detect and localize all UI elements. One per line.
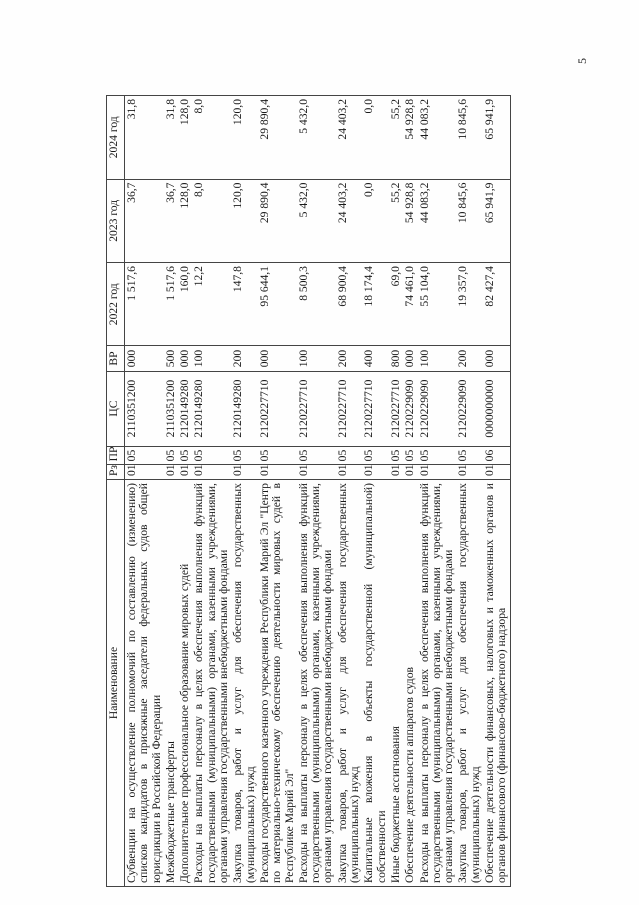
header-name: Наименование — [107, 480, 125, 887]
row-2023-cell: 24 403,2 — [336, 179, 363, 262]
row-2024-cell: 0,0 — [362, 96, 389, 180]
row-name-cell: Капитальные вложения в объекты государственной (муниципальной) собственности — [362, 480, 389, 887]
row-pr-cell: 06 — [483, 446, 510, 465]
row-pr-cell: 05 — [456, 446, 483, 465]
row-2023-cell: 65 941,9 — [483, 179, 510, 262]
row-2022-cell: 1 517,6 — [125, 263, 164, 346]
header-2024: 2024 год — [107, 96, 125, 180]
row-vr-cell: 200 — [231, 346, 258, 371]
row-pr-cell: 05 — [125, 446, 164, 465]
table-row — [178, 96, 192, 887]
row-name-cell: Расходы на выплаты персоналу в целях обеспечения выполнения функций государственными (муниципальными) органами, казенными учреждениями, органами управления государственными внебюджетными фондами — [297, 480, 336, 887]
row-cs-cell: 2110351200 — [125, 371, 164, 446]
row-rz-cell: 01 — [456, 465, 483, 480]
table-row — [403, 96, 417, 887]
row-cs-cell: 2120229090 — [456, 371, 483, 446]
row-name-cell: Иные бюджетные ассигнования — [389, 480, 403, 887]
row-name-cell: Обеспечение деятельности финансовых, налоговых и таможенных органов и органов финансового (финансово-бюджетного) надзора — [483, 480, 510, 887]
row-2024-cell: 10 845,6 — [456, 96, 483, 180]
row-cs-cell: 2120227710 — [297, 371, 336, 446]
row-2023-cell: 10 845,6 — [456, 179, 483, 262]
table-row — [483, 96, 510, 887]
header-pr: ПР — [107, 446, 125, 465]
row-rz-cell: 01 — [231, 465, 258, 480]
table-body — [125, 96, 511, 887]
row-cs-cell: 2120227710 — [258, 371, 297, 446]
row-pr-cell: 05 — [336, 446, 363, 465]
row-rz-cell: 01 — [178, 465, 192, 480]
row-name-cell: Закупка товаров, работ и услуг для обеспечения государственных (муниципальных) нужд — [456, 480, 483, 887]
row-vr-cell: 000 — [125, 346, 164, 371]
row-2022-cell: 8 500,3 — [297, 263, 336, 346]
row-name-cell: Расходы на выплаты персоналу в целях обеспечения выполнения функций государственными (муниципальными) органами, казенными учреждениями, органами управления государственными внебюджетными фондами — [192, 480, 231, 887]
row-pr-cell: 05 — [164, 446, 178, 465]
row-vr-cell: 100 — [418, 346, 457, 371]
row-vr-cell: 500 — [164, 346, 178, 371]
table-row — [164, 96, 178, 887]
row-2023-cell: 120,0 — [231, 179, 258, 262]
row-pr-cell: 05 — [418, 446, 457, 465]
table-row — [389, 96, 403, 887]
row-vr-cell: 000 — [483, 346, 510, 371]
row-cs-cell: 2110351200 — [164, 371, 178, 446]
row-2022-cell: 55 104,0 — [418, 263, 457, 346]
row-rz-cell: 01 — [297, 465, 336, 480]
header-rz: Рз — [107, 465, 125, 480]
row-2022-cell: 68 900,4 — [336, 263, 363, 346]
row-vr-cell: 100 — [192, 346, 231, 371]
row-2023-cell: 54 928,8 — [403, 179, 417, 262]
row-rz-cell: 01 — [418, 465, 457, 480]
row-2024-cell: 24 403,2 — [336, 96, 363, 180]
row-2024-cell: 128,0 — [178, 96, 192, 180]
table-row — [456, 96, 483, 887]
row-cs-cell: 2120149280 — [231, 371, 258, 446]
row-pr-cell: 05 — [403, 446, 417, 465]
table-row — [192, 96, 231, 887]
row-rz-cell: 01 — [483, 465, 510, 480]
row-rz-cell: 01 — [403, 465, 417, 480]
row-2023-cell: 128,0 — [178, 179, 192, 262]
row-2024-cell: 65 941,9 — [483, 96, 510, 180]
row-rz-cell: 01 — [164, 465, 178, 480]
row-2022-cell: 1 517,6 — [164, 263, 178, 346]
row-2022-cell: 147,8 — [231, 263, 258, 346]
row-2024-cell: 31,8 — [125, 96, 164, 180]
header-2023: 2023 год — [107, 179, 125, 262]
row-2022-cell: 69,0 — [389, 263, 403, 346]
row-cs-cell: 2120227710 — [362, 371, 389, 446]
row-2023-cell: 29 890,4 — [258, 179, 297, 262]
row-2022-cell: 19 357,0 — [456, 263, 483, 346]
row-cs-cell: 2120227710 — [336, 371, 363, 446]
row-2022-cell: 95 644,1 — [258, 263, 297, 346]
header-vr: ВР — [107, 346, 125, 371]
header-2022: 2022 год — [107, 263, 125, 346]
row-pr-cell: 05 — [389, 446, 403, 465]
header-cs: ЦС — [107, 371, 125, 446]
row-rz-cell: 01 — [389, 465, 403, 480]
row-rz-cell: 01 — [192, 465, 231, 480]
row-2023-cell: 55,2 — [389, 179, 403, 262]
row-name-cell: Обеспечение деятельности аппаратов судов — [403, 480, 417, 887]
budget-table-sheet — [106, 95, 590, 887]
row-vr-cell: 000 — [258, 346, 297, 371]
row-cs-cell: 2120149280 — [192, 371, 231, 446]
row-2023-cell: 36,7 — [125, 179, 164, 262]
row-pr-cell: 05 — [297, 446, 336, 465]
row-2024-cell: 55,2 — [389, 96, 403, 180]
row-2024-cell: 5 432,0 — [297, 96, 336, 180]
row-2023-cell: 5 432,0 — [297, 179, 336, 262]
row-cs-cell: 2120227710 — [389, 371, 403, 446]
table-header-row — [107, 96, 125, 887]
row-2024-cell: 31,8 — [164, 96, 178, 180]
table-row — [125, 96, 164, 887]
row-vr-cell: 100 — [297, 346, 336, 371]
row-2022-cell: 12,2 — [192, 263, 231, 346]
row-name-cell: Расходы на выплаты персоналу в целях обеспечения выполнения функций государственными (муниципальными) органами, казенными учреждениями, органами управления государственными внебюджетными фондами — [418, 480, 457, 887]
row-cs-cell: 0000000000 — [483, 371, 510, 446]
row-vr-cell: 000 — [403, 346, 417, 371]
row-pr-cell: 05 — [192, 446, 231, 465]
row-2024-cell: 120,0 — [231, 96, 258, 180]
row-2023-cell: 44 083,2 — [418, 179, 457, 262]
row-name-cell: Закупка товаров, работ и услуг для обеспечения государственных (муниципальных) нужд — [336, 480, 363, 887]
row-2023-cell: 8,0 — [192, 179, 231, 262]
row-pr-cell: 05 — [178, 446, 192, 465]
row-vr-cell: 000 — [178, 346, 192, 371]
table-row — [336, 96, 363, 887]
row-2024-cell: 29 890,4 — [258, 96, 297, 180]
row-rz-cell: 01 — [258, 465, 297, 480]
row-pr-cell: 05 — [362, 446, 389, 465]
page-number: 5 — [575, 58, 589, 64]
row-2024-cell: 8,0 — [192, 96, 231, 180]
row-vr-cell: 200 — [336, 346, 363, 371]
row-2022-cell: 160,0 — [178, 263, 192, 346]
row-vr-cell: 200 — [456, 346, 483, 371]
row-rz-cell: 01 — [336, 465, 363, 480]
row-2023-cell: 0,0 — [362, 179, 389, 262]
row-2022-cell: 74 461,0 — [403, 263, 417, 346]
row-vr-cell: 400 — [362, 346, 389, 371]
row-2024-cell: 54 928,8 — [403, 96, 417, 180]
row-name-cell: Субвенции на осуществление полномочий по составлению (изменению) списков кандидатов в присяжные заседатели федеральных судов общей юрисдикции в Российской Федерации — [125, 480, 164, 887]
row-rz-cell: 01 — [125, 465, 164, 480]
budget-table — [106, 95, 511, 887]
row-cs-cell: 2120229090 — [403, 371, 417, 446]
row-cs-cell: 2120149280 — [178, 371, 192, 446]
row-2022-cell: 82 427,4 — [483, 263, 510, 346]
row-rz-cell: 01 — [362, 465, 389, 480]
row-2024-cell: 44 083,2 — [418, 96, 457, 180]
row-pr-cell: 05 — [231, 446, 258, 465]
row-2022-cell: 18 174,4 — [362, 263, 389, 346]
row-pr-cell: 05 — [258, 446, 297, 465]
table-row — [258, 96, 297, 887]
row-name-cell: Расходы государственного казенного учреждения Республики Марий Эл "Центр по материально-техническому обеспечению деятельности мировых судей в Республике Марий Эл" — [258, 480, 297, 887]
row-vr-cell: 800 — [389, 346, 403, 371]
table-row — [418, 96, 457, 887]
row-name-cell: Межбюджетные трансферты — [164, 480, 178, 887]
row-2023-cell: 36,7 — [164, 179, 178, 262]
row-name-cell: Закупка товаров, работ и услуг для обеспечения государственных (муниципальных) нужд — [231, 480, 258, 887]
table-row — [362, 96, 389, 887]
row-name-cell: Дополнительное профессиональное образование мировых судей — [178, 480, 192, 887]
table-row — [231, 96, 258, 887]
row-cs-cell: 2120229090 — [418, 371, 457, 446]
table-row — [297, 96, 336, 887]
